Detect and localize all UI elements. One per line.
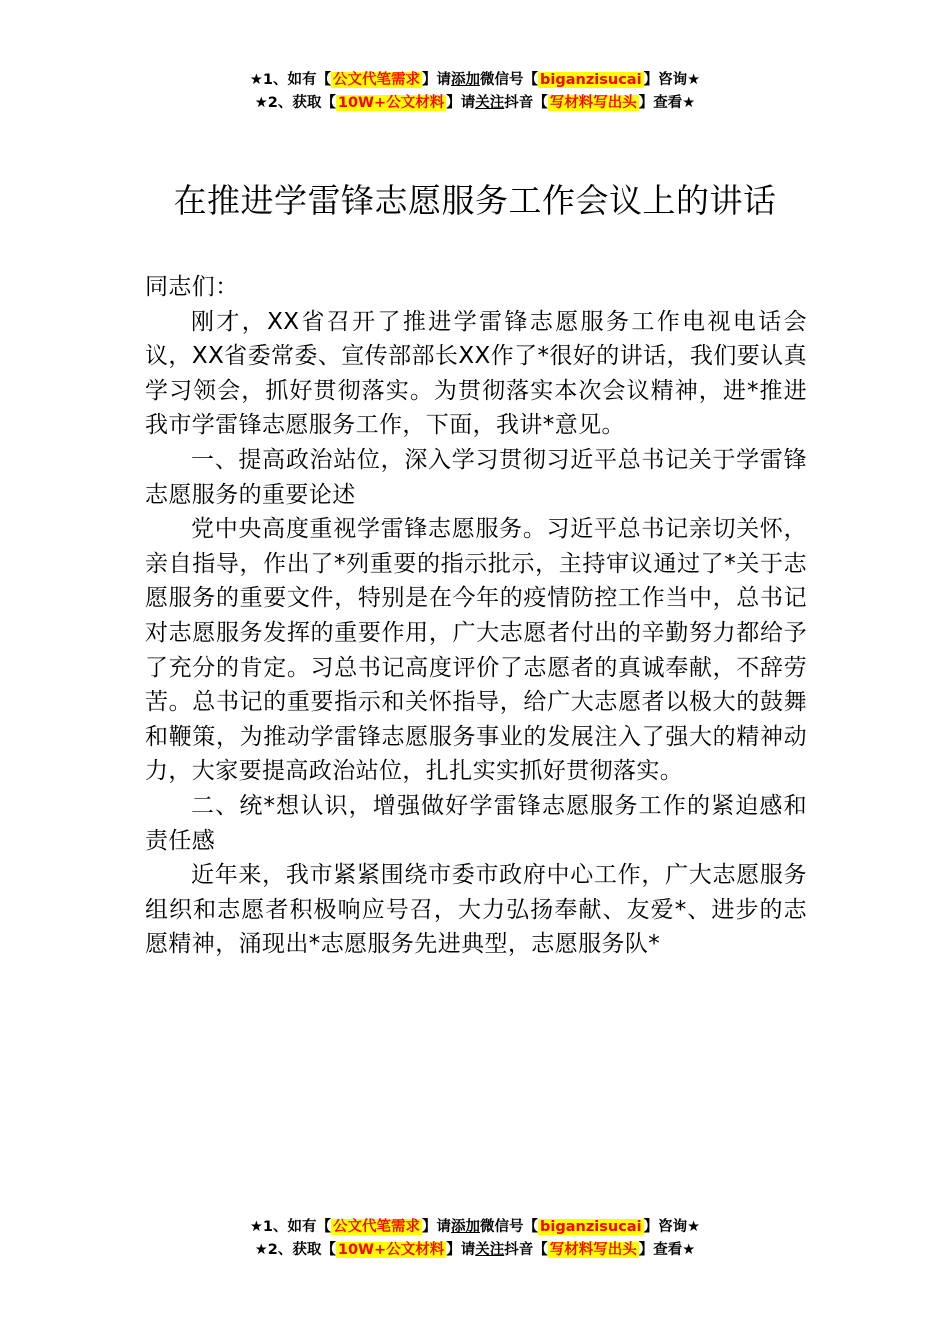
- section-heading-1: 一、提高政治站位，深入学习贯彻习近平总书记关于学雷锋志愿服务的重要论述: [145, 446, 807, 508]
- document-title: 在推进学雷锋志愿服务工作会议上的讲话: [173, 181, 777, 220]
- paragraph-section-2: 近年来，我市紧紧围绕市委市政府中心工作，广大志愿服务组织和志愿者积极响应号召，大力弘扬奉献、友爱*、进步的志愿精神，涌现出*志愿服务先进典型，志愿服务队*: [145, 862, 807, 958]
- salutation: 同志们：: [145, 274, 239, 300]
- highlight-materials: 10W+公文材料: [337, 95, 445, 111]
- promo-line-1: ★1、如有【 公文代笔需求 】请添加微信号【 biganzisucai 】咨询★: [249, 72, 701, 88]
- promo-line-2: ★2、获取【 10W+公文材料 】请关注抖音【 写材料写出头 】查看★: [254, 95, 696, 111]
- promo-line-1: ★1、如有【 公文代笔需求 】请添加微信号【 biganzisucai 】咨询★: [249, 1219, 701, 1235]
- promo-header: [0, 69, 950, 115]
- paragraph-intro: 刚才，XX省召开了推进学雷锋志愿服务工作电视电话会议，XX省委常委、宣传部部长XX作了*很好的讲话，我们要认真学习领会，抓好贯彻落实。为贯彻落实本次会议精神，进*推进我市学雷锋志愿服务工作，下面，我讲*意见。: [145, 308, 807, 439]
- highlight-wechat-id: biganzisucai: [540, 72, 642, 88]
- document-body: [145, 270, 807, 962]
- paragraph-section-1: 党中央高度重视学雷锋志愿服务。习近平总书记亲切关怀，亲自指导，作出了*列重要的指示批示，主持审议通过了*关于志愿服务的重要文件，特别是在今年的疫情防控工作当中，总书记对志愿服务发挥的重要作用，广大志愿者付出的辛勤努力都给予了充分的肯定。习总书记高度评价了志愿者的真诚奉献，不辞劳苦。总书记的重要指示和关怀指导，给广大志愿者以极大的鼓舞和鞭策，为推动学雷锋志愿服务事业的发展注入了强大的精神动力，大家要提高政治站位，扎扎实实抓好贯彻落实。: [145, 516, 807, 785]
- highlight-wechat-id: biganzisucai: [540, 1219, 642, 1235]
- highlight-douyin-account: 写材料写出头: [549, 1242, 637, 1258]
- highlight-materials: 10W+公文材料: [337, 1242, 445, 1258]
- section-heading-2: 二、统*想认识，增强做好学雷锋志愿服务工作的紧迫感和责任感: [145, 792, 807, 854]
- highlight-douyin-account: 写材料写出头: [549, 95, 637, 111]
- highlight-writing-service: 公文代笔需求: [333, 72, 421, 88]
- promo-line-2: ★2、获取【 10W+公文材料 】请关注抖音【 写材料写出头 】查看★: [254, 1242, 696, 1258]
- promo-footer: [0, 1216, 950, 1262]
- highlight-writing-service: 公文代笔需求: [333, 1219, 421, 1235]
